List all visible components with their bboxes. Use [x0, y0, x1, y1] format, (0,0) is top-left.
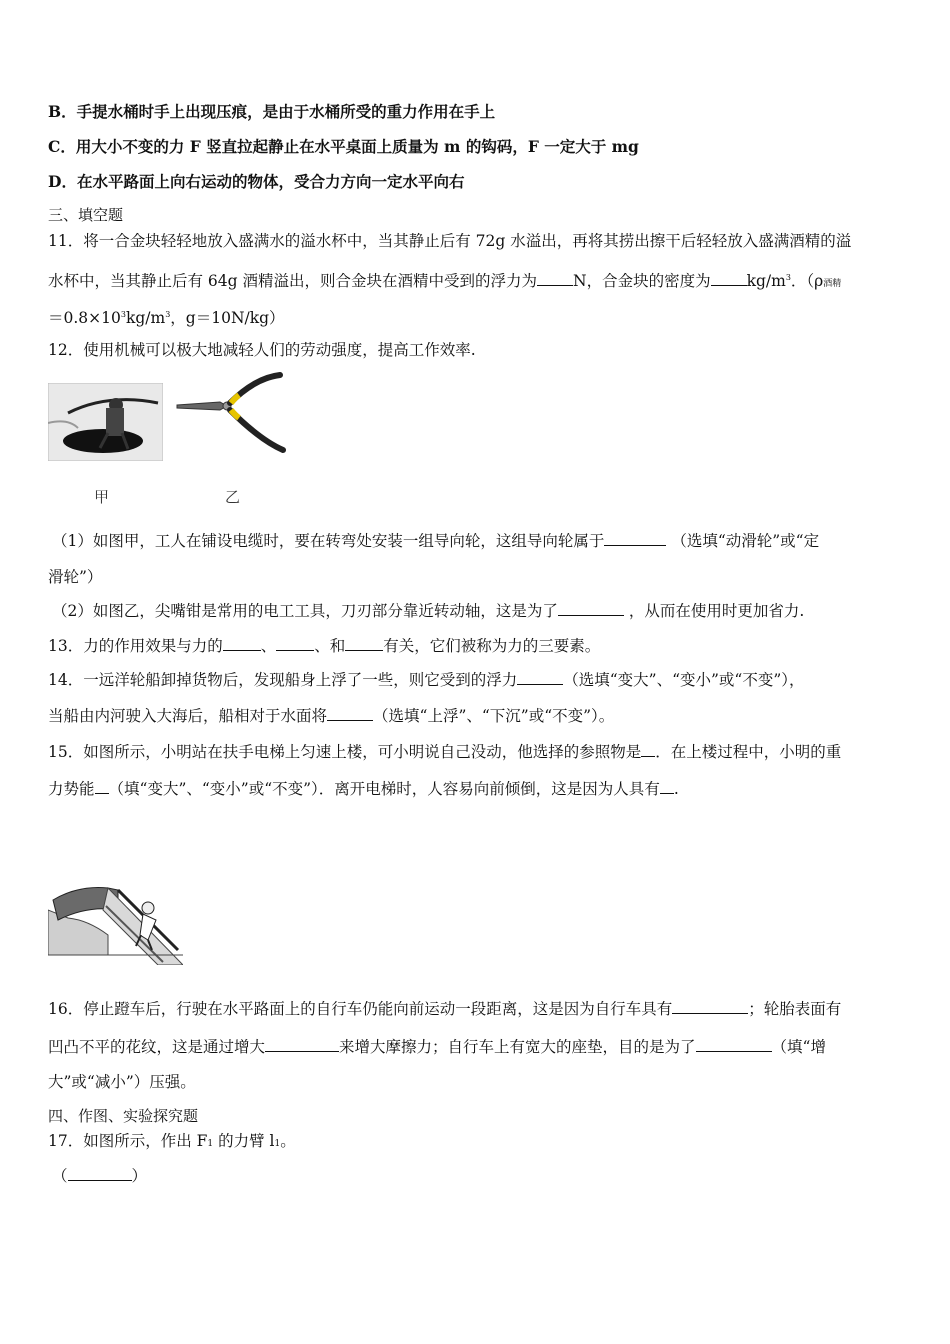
q15-line-1	[48, 742, 841, 762]
q12-part2	[52, 601, 804, 621]
q17-sub-2: 1	[274, 1139, 281, 1149]
q17-paren-close: ）	[131, 1167, 148, 1185]
q11-text-c: kg/m	[746, 272, 786, 291]
q11-line-2	[48, 268, 841, 294]
q16-blank-1[interactable]	[672, 999, 748, 1014]
q16-text-b: ；轮胎表面有	[748, 1000, 842, 1018]
q17-answer	[52, 1166, 147, 1186]
q15-blank-1[interactable]	[641, 742, 655, 757]
q12-blank-2[interactable]	[558, 601, 624, 616]
q15-text-a: 15．如图所示，小明站在扶手电梯上匀速上楼，可小明说自己没动，他选择的参照物是	[48, 743, 642, 761]
q16-line-1	[48, 999, 841, 1019]
q16-line-2	[48, 1037, 826, 1057]
q13	[48, 636, 600, 656]
q11-text-d: ．（ρ	[790, 272, 824, 291]
q13-blank-1[interactable]	[223, 636, 261, 651]
q16-text-e: （填“增	[771, 1038, 826, 1056]
q14-text-d: （选填“上浮”、“下沉”或“不变”）。	[373, 707, 615, 725]
q11-text-f: kg/m	[125, 309, 166, 328]
cable-worker-image	[48, 383, 163, 461]
q13-text-b: 、	[260, 637, 277, 655]
q12-p1-text-a: （1）如图甲，工人在铺设电缆时，要在转弯处安装一组导向轮，这组导向轮属于	[52, 532, 605, 550]
q13-text-c: 、和	[314, 637, 346, 655]
q16-text-c: 凹凸不平的花纹，这是通过增大	[48, 1038, 266, 1056]
q17	[48, 1131, 296, 1154]
q11-rho-subscript: 酒精	[823, 279, 842, 290]
q14-text-b: （选填“变大”、“变小”或“不变”），	[563, 671, 805, 689]
q11-sup-3: 3	[165, 310, 171, 319]
q11-blank-1[interactable]	[537, 271, 573, 286]
q11-text-b: N，合金块的密度为	[573, 272, 711, 291]
q13-blank-3[interactable]	[345, 636, 383, 651]
q12-p1-text-b: （选填“动滑轮”或“定	[671, 532, 820, 550]
q17-text-c: 。	[280, 1132, 296, 1150]
q12-intro: 12．使用机械可以极大地减轻人们的劳动强度，提高工作效率.	[48, 341, 476, 359]
option-c: C．用大小不变的力 F 竖直拉起静止在水平桌面上质量为 m 的钩码，F 一定大于 mg	[48, 137, 639, 156]
q16-text-d: 来增大摩擦力；自行车上有宽大的座垫，目的是为了	[339, 1038, 696, 1056]
q14-text-a: 14．一远洋轮船卸掉货物后，发现船身上浮了一些，则它受到的浮力	[48, 671, 518, 689]
q12-blank-1[interactable]	[604, 531, 666, 546]
q11-text-e: ＝0.8×10	[48, 309, 121, 328]
escalator-image	[48, 880, 183, 965]
q13-text-a: 13．力的作用效果与力的	[48, 637, 223, 655]
q12-part1-line-2: 滑轮”）	[48, 568, 103, 586]
q12-p2-text-b: ，从而在使用时更加省力.	[628, 602, 805, 620]
section-4-title: 四、作图、实验探究题	[48, 1107, 199, 1125]
q11-line-1: 11．将一合金块轻轻地放入盛满水的溢水杯中，当其静止后有 72g 水溢出，再将其捞出擦干后轻轻放入盛满酒精的溢	[48, 232, 852, 250]
option-d: D．在水平路面上向右运动的物体，受合力方向一定水平向右	[48, 172, 465, 191]
q14-line-1	[48, 670, 805, 690]
q16-text-a: 16．停止蹬车后，行驶在水平路面上的自行车仍能向前运动一段距离，这是因为自行车具有	[48, 1000, 673, 1018]
q13-blank-2[interactable]	[276, 636, 314, 651]
q15-line-2	[48, 779, 679, 799]
q12-p2-text-a: （2）如图乙，尖嘴钳是常用的电工工具，刀刃部分靠近转动轴，这是为了	[52, 602, 558, 620]
q17-text-b: 的力臂 l	[213, 1132, 275, 1150]
q16-line-3: 大”或“减小”）压强。	[48, 1073, 196, 1091]
q11-line-3	[48, 305, 285, 328]
q16-blank-3[interactable]	[696, 1037, 772, 1052]
q16-blank-2[interactable]	[265, 1037, 339, 1052]
q15-blank-3[interactable]	[660, 779, 674, 794]
q11-blank-2[interactable]	[711, 271, 747, 286]
q11-text-g: ，g＝10N/kg）	[170, 309, 285, 328]
pliers-image	[175, 370, 290, 460]
caption-jia: 甲	[94, 488, 110, 506]
q15-text-d: （填“变大”、“变小”或“不变”）．离开电梯时，人容易向前倾倒，这是因为人具有	[108, 780, 660, 798]
q12-part1-line-1	[52, 531, 819, 551]
q17-blank[interactable]	[68, 1166, 132, 1181]
q15-text-c: 力势能	[48, 780, 95, 798]
q15-blank-2[interactable]	[95, 779, 109, 794]
caption-yi: 乙	[225, 488, 241, 506]
q17-paren-open: （	[52, 1167, 68, 1185]
section-3-title: 三、填空题	[48, 206, 124, 224]
q14-line-2	[48, 706, 614, 726]
q11-sup-1: 3	[785, 273, 791, 282]
q11-sup-2: 3	[120, 310, 126, 319]
q14-blank-1[interactable]	[517, 670, 563, 685]
q14-text-c: 当船由内河驶入大海后，船相对于水面将	[48, 707, 328, 725]
q15-text-b: ．在上楼过程中，小明的重	[655, 743, 842, 761]
q17-text-a: 17．如图所示，作出 F	[48, 1132, 208, 1150]
q13-text-d: 有关，它们被称为力的三要素。	[383, 637, 601, 655]
option-b: B．手提水桶时手上出现压痕，是由于水桶所受的重力作用在手上	[48, 102, 496, 121]
q17-sub-1: 1	[207, 1139, 214, 1149]
q11-text-a: 水杯中，当其静止后有 64g 酒精溢出，则合金块在酒精中受到的浮力为	[48, 272, 538, 291]
q15-text-e: .	[673, 780, 679, 798]
q14-blank-2[interactable]	[327, 706, 373, 721]
